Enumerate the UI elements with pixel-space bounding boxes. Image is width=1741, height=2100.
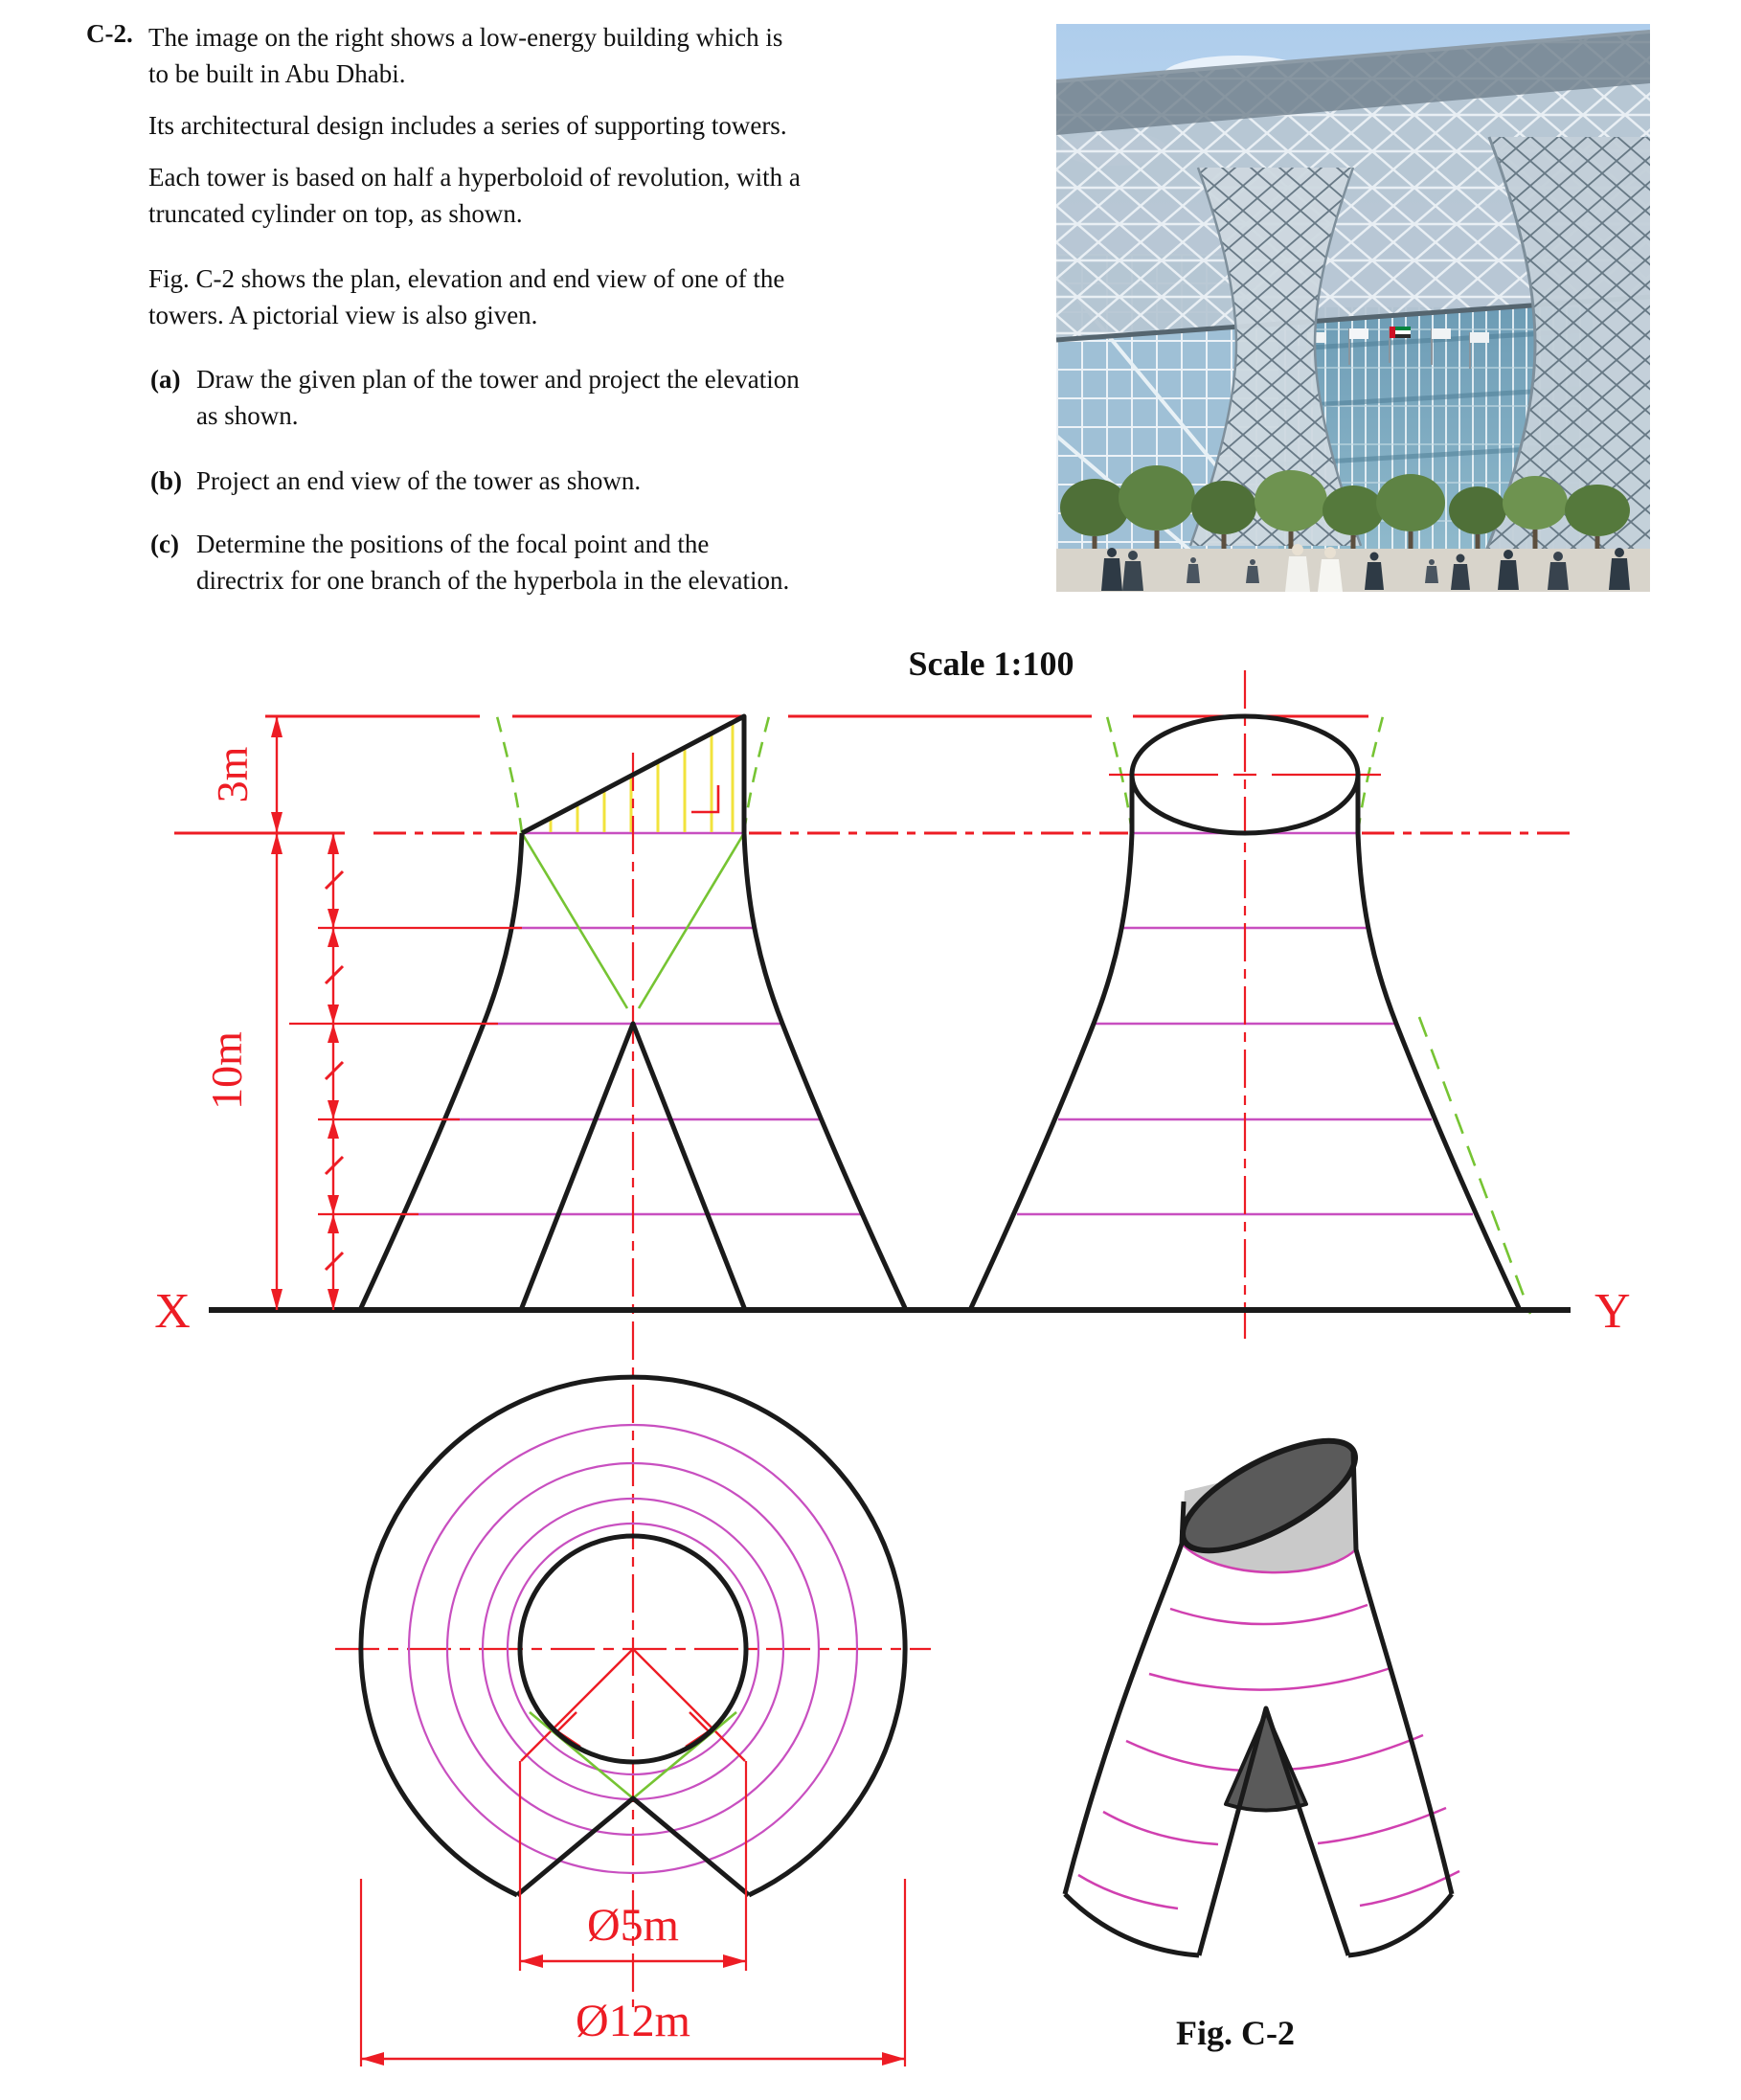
right-angle-mark — [691, 785, 718, 812]
question-paragraph: Each tower is based on half a hyperboloid of revolution, with a truncated cylinder on top, as shown. — [148, 163, 801, 228]
item-a-marker: (a) — [150, 365, 181, 394]
end-view-asymptotes — [1107, 716, 1530, 1314]
dim-10m-label: 10m — [202, 1031, 251, 1110]
height-dimensions — [202, 716, 522, 1310]
pictorial-view — [1065, 1419, 1459, 1955]
ground-line — [154, 1284, 1630, 1339]
question-paragraph: Fig. C-2 shows the plan, elevation and end view of one of the towers. A pictorial view is also given. — [148, 264, 785, 329]
dim-3m-label: 3m — [208, 746, 257, 803]
item-a-text: Draw the given plan of the tower and project the elevation as shown. — [196, 365, 800, 430]
dim-5m-label: Ø5m — [587, 1900, 679, 1951]
elevation-view — [360, 716, 906, 2007]
question-paragraph: Its architectural design includes a series of supporting towers. — [148, 111, 787, 140]
axis-label-y: Y — [1594, 1284, 1631, 1339]
dim-12m-label: Ø12m — [576, 1996, 690, 2046]
equal-division-line — [326, 833, 343, 1310]
item-c-text: Determine the positions of the focal point and the directrix for one branch of the hyperbola in the elevation. — [196, 530, 790, 595]
diameter-dimensions — [361, 1761, 905, 2066]
question-paragraph: The image on the right shows a low-energy building which is to be built in Abu Dhabi. — [148, 23, 783, 88]
scale-label: Scale 1:100 — [908, 644, 1074, 683]
item-b-text: Project an end view of the tower as shown. — [196, 466, 642, 495]
item-b-marker: (b) — [150, 466, 182, 495]
axis-label-x: X — [154, 1284, 191, 1339]
item-c-marker: (c) — [150, 530, 179, 558]
end-view — [970, 670, 1530, 1339]
question-number: C-2. — [86, 19, 133, 48]
figure-caption: Fig. C-2 — [1176, 2014, 1295, 2052]
